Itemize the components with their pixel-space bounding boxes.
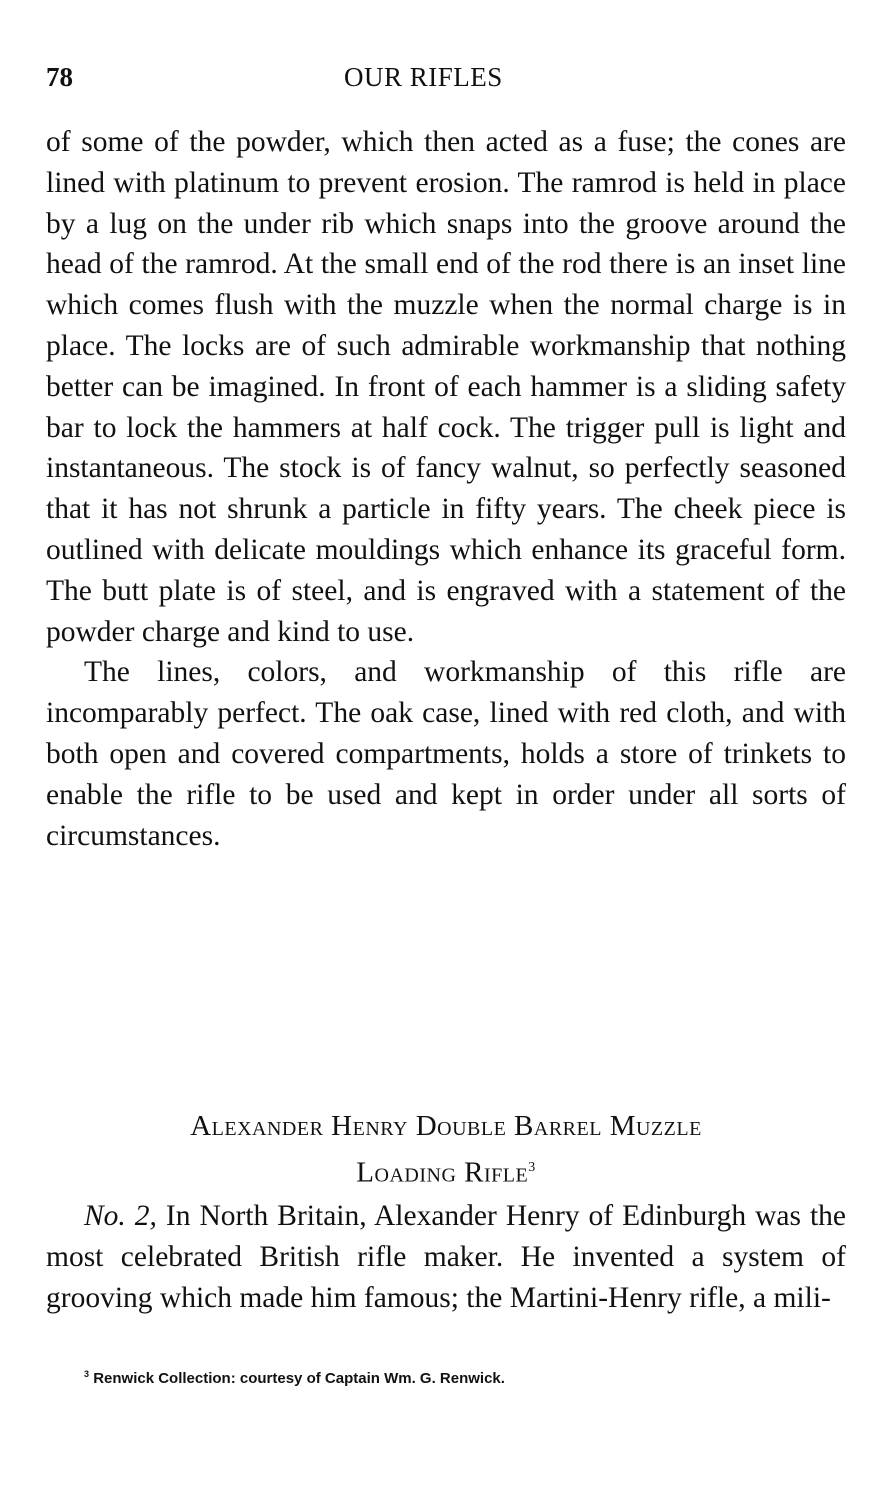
section-title [46, 1105, 846, 1194]
footnote-marker: 3 [84, 1369, 90, 1379]
paragraph-2: The lines, colors, and workmanship of this rifle are incomparably perfect. The oak case, lined with red cloth, and with both open and covered compartments, holds a store of trinkets to enable the rifle to be used and kept in order under all sorts of circumstances. [46, 656, 846, 852]
footnote-reference: 3 [528, 1160, 536, 1175]
page-header [46, 62, 846, 102]
page-number: 78 [46, 62, 73, 92]
section-paragraph [46, 1196, 846, 1318]
section-title-line-2-text: Loading Rifle [356, 1156, 529, 1189]
footnote-text: Renwick Collection: courtesy of Captain Wm. G. Renwick. [93, 1370, 505, 1387]
paragraph-1: of some of the powder, which then acted as a fuse; the cones are lined with platinum to prevent erosion. The ramrod is held in place by a lug on the under rib which snaps into the groove around the head of the ramrod. At the small end of the rod there is an inset line which comes flush with the muzzle when the normal charge is in place. The locks are of such admirable workmanship that nothing better can be imagined. In front of each hammer is a sliding safety bar to lock the hammers at half cock. The trigger pull is light and instantaneous. The stock is of fancy walnut, so perfectly seasoned that it has not shrunk a particle in fifty years. The cheek piece is outlined with delicate mouldings which enhance its graceful form. The butt plate is of steel, and is engraved with a statement of the powder charge and kind to use. [46, 126, 846, 648]
item-number: No. 2, [84, 1200, 157, 1232]
running-head: OUR RIFLES [344, 62, 503, 92]
section-title-line-2 [46, 1147, 846, 1194]
footnote [84, 1369, 505, 1387]
section-title-line-1: Alexander Henry Double Barrel Muzzle [190, 1110, 702, 1142]
main-text [46, 122, 846, 856]
section-paragraph-text: In North Britain, Alexander Henry of Edinburgh was the most celebrated British rifle maker. He invented a system of grooving which made him famous; the Martini-Henry rifle, a mili- [46, 1200, 846, 1314]
